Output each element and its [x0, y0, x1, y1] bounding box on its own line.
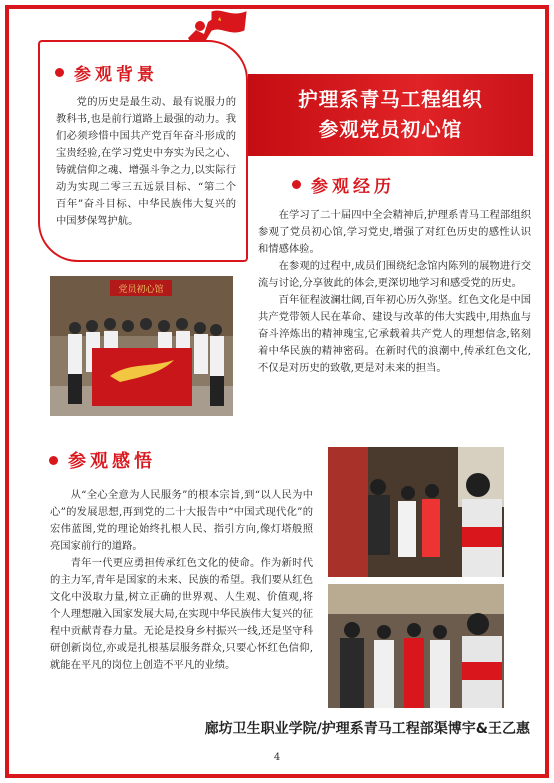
page-number: 4 — [273, 752, 281, 763]
experience-heading — [292, 172, 395, 197]
background-text: 党的历史是最生动、最有说服力的教科书,也是前行道路上最强的动力。我们必须珍惜中国共产党百年奋斗形成的宝贵经验,在学习党史中夯实为民之心、铸就信仰之魂、增强斗争之力,以实际行动为实现二零三五远景目标、“第二个百年”奋斗目标、中华民族伟大复兴的中国梦保驾护航。 — [56, 96, 236, 227]
bullet-dot — [292, 180, 301, 189]
insight-paragraph-2: 青年一代更应勇担传承红色文化的使命。作为新时代的主力军,青年是国家的未来、民族的希望。我们要从红色文化中汲取力量,树立正确的世界观、人生观、价值观,将个人理想融入国家发展大局,在实现中华民族伟大复兴的征程中贡献青春力量。无论是投身乡村振兴一线,还是坚守科研创新岗位,亦或是扎根基层服务群众,只要心怀红色信仰,就能在平凡的岗位上创造不平凡的业绩。 — [50, 557, 313, 671]
experience-paragraph-2: 在参观的过程中,成员们围绕纪念馆内陈列的展物进行交流与讨论,分享彼此的体会,更深切地学习和感受党的历史。 — [258, 260, 531, 289]
bullet-dot — [55, 68, 64, 77]
exhibit-photo-1 — [328, 447, 504, 577]
sign-text: 党员初心馆 — [118, 285, 164, 295]
insight-text-block — [50, 487, 313, 674]
footer-credit: 廊坊卫生职业学院/护理系青马工程部渠博宇&王乙惠 — [204, 721, 530, 737]
background-title: 参观背景 — [74, 65, 158, 85]
background-heading — [55, 60, 158, 85]
group-photo — [50, 276, 233, 416]
experience-text-block — [258, 207, 531, 377]
insight-title: 参观感悟 — [68, 451, 156, 472]
background-text-block — [56, 94, 236, 230]
title-banner — [248, 74, 533, 156]
insight-heading — [49, 447, 156, 473]
banner-line-1: 护理系青马工程组织 — [298, 88, 483, 111]
experience-paragraph-1: 在学习了二十届四中全会精神后,护理系青马工程部组织参观了党员初心馆,学习党史,增强了对红色历史的感性认识和情感体验。 — [258, 209, 531, 255]
banner-line-2: 参观党员初心馆 — [318, 118, 463, 141]
experience-title: 参观经历 — [311, 177, 395, 197]
bullet-dot — [49, 456, 58, 465]
insight-paragraph-1: 从“全心全意为人民服务”的根本宗旨,到“以人民为中心”的发展思想,再到党的二十大报告中“中国式现代化”的宏伟蓝图,党的理论始终扎根人民、指引方向,像灯塔般照亮国家前行的道路。 — [50, 489, 313, 552]
exhibit-photo-2 — [328, 584, 504, 708]
experience-paragraph-3: 百年征程波澜壮阔,百年初心历久弥坚。红色文化是中国共产党带领人民在革命、建设与改革的伟大实践中,用热血与奋斗淬炼出的精神瑰宝,它承载着共产党人的理想信念,铭刻着中华民族的精神密码。在新时代的浪潮中,传承红色文化,不仅是对历史的致敬,更是对未来的担当。 — [258, 294, 531, 374]
